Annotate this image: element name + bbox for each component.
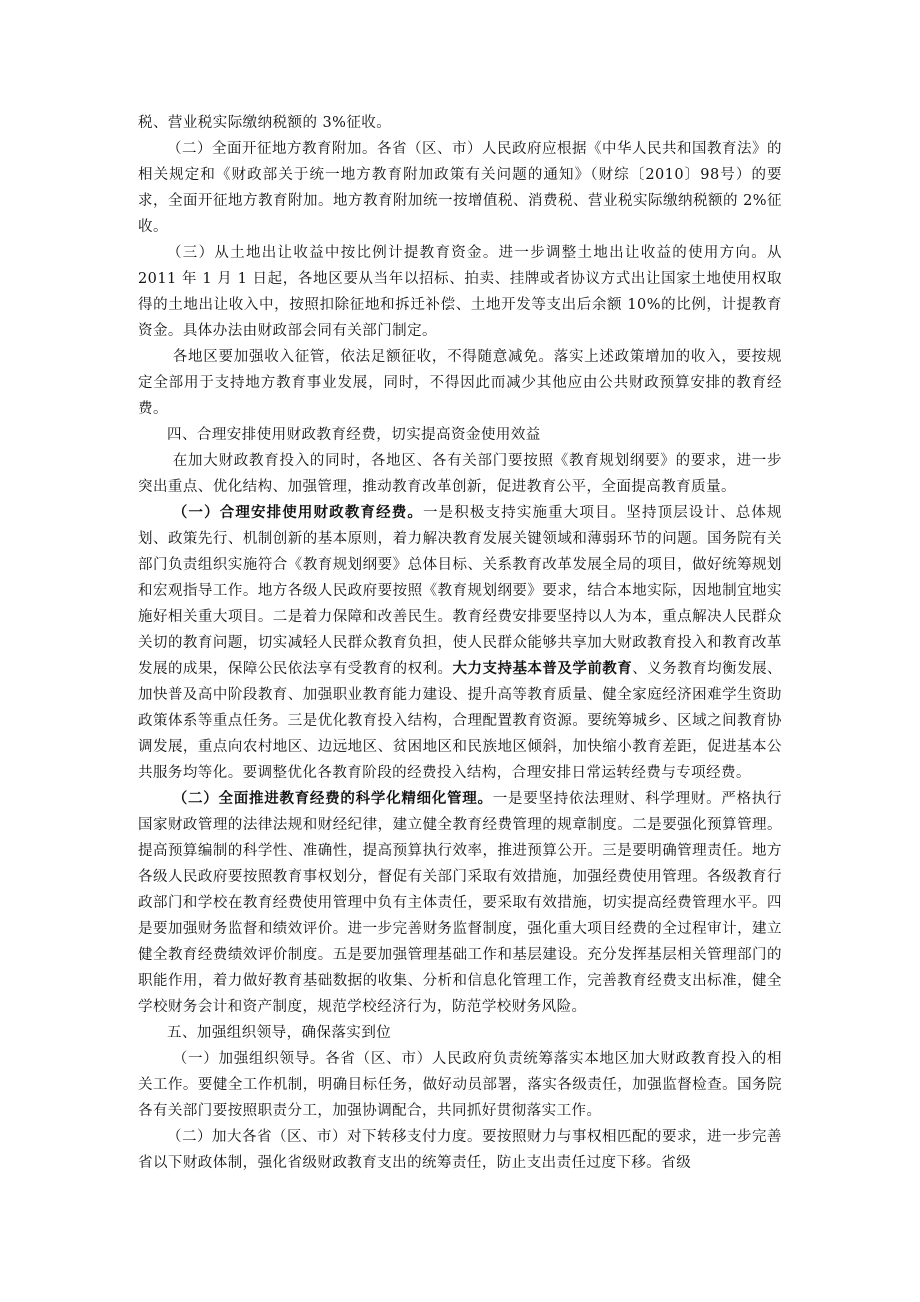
paragraph [138,110,782,136]
text-run: 四、合理安排使用财政教育经费，切实提高资金使用效益 [167,427,541,443]
watermark [238,614,678,674]
text-run: 一是要坚持依法理财、科学理财。严格执行国家财政管理的法律法规和财经纪律，建立健全教育经费管理的规章制度。二是要强化预算管理。提高预算编制的科学性、准确性，提高预算执行效率，推进预算公开。三是要明确管理责任。地方各级人民政府要按照教育事权划分，督促有关部门采取有效措施，加强经费使用管理。各级教育行政部门和学校在教育经费使用管理中负有主体责任，要采取有效措施，切实提高经费管理水平。四是要加强财务监督和绩效评价。进一步完善财务监督制度，强化重大项目经费的全过程审计，建立健全教育经费绩效评价制度。五是要加强管理基础工作和基层建设。充分发挥基层相关管理部门的职能作用，着力做好教育基础数据的收集、分析和信息化管理工作，完善教育经费支出标准，健全学校财务会计和资产制度，规范学校经济行为，防范学校财务风险。 [138,791,782,1015]
paragraph [138,1124,782,1176]
text-run: 税、营业税实际缴纳税额的 3%征收。 [138,115,392,131]
paragraph [138,422,782,448]
paragraph [138,1020,782,1046]
paragraph [138,448,782,500]
bold-text-run: （二）全面推进教育经费的科学化精细化管理。 [172,790,493,807]
text-run: 各地区要加强收入征管，依法足额征收，不得随意减免。落实上述政策增加的收入，要按规定全部用于支持地方教育事业发展，同时，不得因此而减少其他应由公共财政预算安排的教育经费。 [138,349,782,417]
paragraph [138,786,782,1020]
paragraph [138,344,782,422]
paragraph [138,136,782,240]
text-run: 五、加强组织领导，确保落实到位 [167,1025,392,1041]
paragraph [138,1046,782,1124]
text-run: 一是积极支持实施重大项目。坚持顶层设计、总体规划、政策先行、机制创新的基本原则，着力解决教育发展关键领域和薄弱环节的问题。国务院有关部门负责组织实施符合《教育规划纲要》总体目标、关系教育改革发展全局的项目，做好统筹规划和宏观指导工作。地方各级人民政府要按照《教育规划纲要》要求，结合本地实际，因地制宜地实施好相关重大项目。二是着力保障和改善民生。教育经费安排要坚持以人为本，重点解决人民群众关切的教育问题，切实减轻人民群众教育负担，使人民群众能够共享加大财政教育投入和教育改革发展的成果，保障公民依法享有受教育的权利。 [138,505,782,677]
text-run: （一）加强组织领导。各省（区、市）人民政府负责统筹落实本地区加大财政教育投入的相关工作。要健全工作机制，明确目标任务，做好动员部署，落实各级责任，加强监督检查。国务院各有关部门要按照职责分工，加强协调配合，共同抓好贯彻落实工作。 [138,1051,782,1119]
bold-text-run: 大力支持基本普及学前教育 [452,660,633,677]
text-run: 、义务教育均衡发展、加快普及高中阶段教育、加强职业教育能力建设、提升高等教育质量、健全家庭经济困难学生资助政策体系等重点任务。三是优化教育投入结构，合理配置教育资源。要统筹城乡、区域之间教育协调发展，重点向农村地区、边远地区、贫困地区和民族地区倾斜，加快缩小教育差距，促进基本公共服务均等化。要调整优化各教育阶段的经费投入结构，合理安排日常运转经费与专项经费。 [138,661,783,781]
text-run: 在加大财政教育投入的同时，各地区、各有关部门要按照《教育规划纲要》的要求，进一步突出重点、优化结构、加强管理，推动教育改革创新，促进教育公平，全面提高教育质量。 [138,453,782,495]
paragraph [138,240,782,344]
text-run: （二）全面开征地方教育附加。各省（区、市）人民政府应根据《中华人民共和国教育法》的相关规定和《财政部关于统一地方教育附加政策有关问题的通知》（财综〔2010〕98号）的要求，全面开征地方教育附加。地方教育附加统一按增值税、消费税、营业税实际缴纳税额的 2%征收。 [138,141,782,235]
bold-text-run: （一）合理安排使用财政教育经费。 [172,504,424,521]
text-run: （二）加大各省（区、市）对下转移支付力度。要按照财力与事权相匹配的要求，进一步完善省以下财政体制，强化省级财政教育支出的统筹责任，防止支出责任过度下移。省级 [138,1129,782,1171]
text-run: （三）从土地出让收益中按比例计提教育资金。进一步调整土地出让收益的使用方向。从 2011 年 1 月 1 日起，各地区要从当年以招标、拍卖、挂牌或者协议方式出让国家土地使用权取得的土地出让收入中，按照扣除征地和拆迁补偿、土地开发等支出后余额 10%的比例，计提教育资金。具体办法由财政部会同有关部门制定。 [138,245,782,339]
